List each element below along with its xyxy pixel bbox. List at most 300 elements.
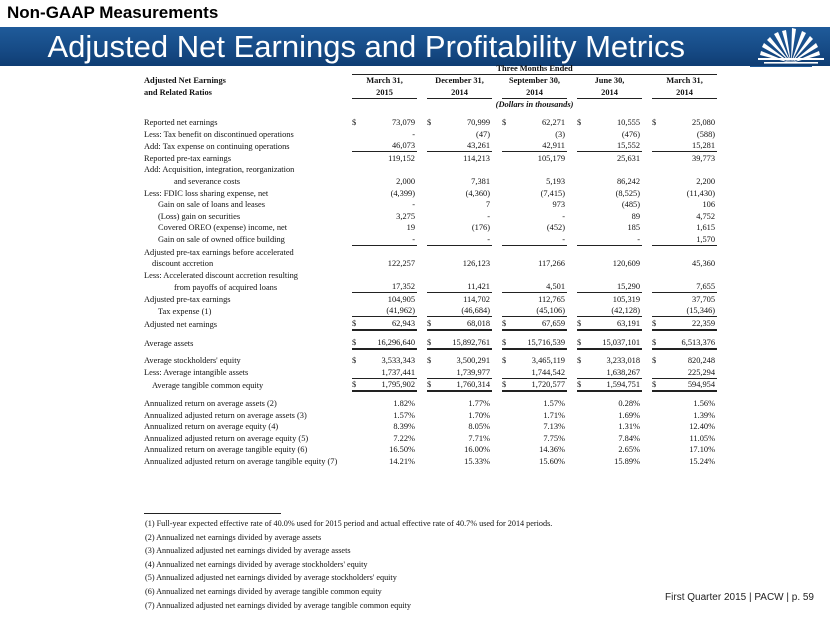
column-gap: [417, 258, 427, 270]
value-cell: -: [436, 233, 492, 245]
column-gap: [417, 210, 427, 222]
column-gap: [417, 152, 427, 164]
value-cell: [361, 245, 417, 257]
column-gap: [567, 245, 577, 257]
page-footer: First Quarter 2015 | PACW | p. 59: [665, 592, 814, 603]
footnote: (2) Annualized net earnings divided by average assets: [145, 532, 322, 542]
column-gap: [642, 164, 652, 176]
dollar-sign: [577, 293, 586, 305]
column-gap: [417, 233, 427, 245]
dollar-sign: [577, 409, 586, 421]
value-cell: 1,760,314: [436, 378, 492, 391]
value-cell: (8,525): [615, 188, 640, 198]
value-cell: 39,773: [692, 153, 716, 163]
column-gap: [417, 74, 427, 86]
value-cell: 1.77%: [468, 399, 490, 409]
value-cell: 0.28%: [618, 399, 640, 409]
dollar-sign: $: [577, 317, 586, 330]
dollar-sign: [427, 269, 436, 281]
column-gap: [417, 199, 427, 211]
value-cell: 8.05%: [468, 422, 490, 432]
value-cell: 15,037,101: [586, 336, 642, 349]
header-blank: [144, 98, 352, 110]
value-cell: [436, 269, 492, 281]
value-cell: 42,911: [511, 140, 567, 152]
value-cell: 1.31%: [618, 422, 640, 432]
column-gap: [492, 86, 502, 98]
row-label: Annualized return on average equity (4): [144, 422, 279, 432]
dollar-sign: [577, 128, 586, 140]
dollar-sign: [502, 281, 511, 293]
column-gap: [492, 444, 502, 456]
table-row: [144, 317, 717, 330]
dollar-sign: [577, 175, 586, 187]
dollar-sign: [652, 175, 661, 187]
column-gap: [492, 233, 502, 245]
value-cell: 15.33%: [464, 457, 490, 466]
value-cell: (15,346): [661, 305, 717, 317]
column-gap: [417, 86, 427, 98]
column-gap: [492, 116, 502, 128]
column-gap: [492, 421, 502, 433]
column-gap: [642, 140, 652, 152]
value-cell: [586, 269, 642, 281]
value-cell: 1.82%: [393, 399, 415, 409]
value-cell: 7,381: [471, 176, 490, 186]
row-label: Adjusted pre-tax earnings: [144, 294, 231, 304]
dollar-sign: [502, 222, 511, 234]
column-gap: [567, 222, 577, 234]
dollar-sign: $: [502, 317, 511, 330]
section-label: Non-GAAP Measurements: [7, 3, 219, 22]
value-cell: 1.57%: [543, 399, 565, 409]
column-gap: [492, 175, 502, 187]
column-gap: [417, 269, 427, 281]
value-cell: 1,737,441: [361, 366, 417, 378]
value-cell: (588): [696, 129, 716, 139]
dollar-sign: $: [427, 378, 436, 391]
page-title: Adjusted Net Earnings and Profitability Metrics: [47, 29, 685, 64]
column-gap: [492, 152, 502, 164]
logo-underline: [750, 66, 812, 67]
dollar-sign: [502, 175, 511, 187]
dollar-sign: [502, 210, 511, 222]
column-gap: [642, 128, 652, 140]
column-gap: [642, 444, 652, 456]
value-cell: [586, 245, 642, 257]
column-gap: [492, 164, 502, 176]
dollar-sign: $: [427, 317, 436, 330]
table-row: [144, 164, 717, 176]
column-gap: [567, 355, 577, 367]
dollar-sign: [652, 210, 661, 222]
table-row: [144, 455, 717, 467]
table-row: [144, 293, 717, 305]
row-label: Add: Acquisition, integration, reorganization: [144, 165, 295, 175]
dollar-sign: [352, 128, 361, 140]
table-row: [144, 222, 717, 234]
dollar-sign: [502, 128, 511, 140]
column-gap: [417, 222, 427, 234]
dollar-sign: [502, 444, 511, 456]
column-gap: [417, 432, 427, 444]
header-row-years: [144, 86, 717, 98]
dollar-sign: $: [502, 356, 507, 366]
value-cell: [436, 245, 492, 257]
column-gap: [642, 222, 652, 234]
dollar-sign: [502, 432, 511, 444]
value-cell: 105,179: [537, 153, 565, 163]
dollar-sign: $: [502, 378, 511, 391]
value-cell: (3): [555, 129, 565, 139]
dollar-sign: [427, 245, 436, 257]
value-cell: 1.71%: [543, 410, 565, 420]
column-gap: [567, 74, 577, 86]
column-gap: [492, 74, 502, 86]
row-label: from payoffs of acquired loans: [174, 282, 278, 292]
value-cell: 6,513,376: [661, 336, 717, 349]
value-cell: 15,290: [586, 281, 642, 293]
table-body: [144, 62, 717, 467]
table-row: [144, 421, 717, 433]
value-cell: [361, 269, 417, 281]
dollar-sign: [577, 397, 586, 409]
footnotes: [145, 517, 552, 612]
value-cell: 11.05%: [689, 433, 716, 443]
value-cell: -: [361, 233, 417, 245]
row-label: Gain on sale of owned office building: [158, 235, 285, 245]
dollar-sign: [352, 397, 361, 409]
column-gap: [642, 397, 652, 409]
value-cell: 7.75%: [543, 433, 565, 443]
dollar-sign: [652, 281, 661, 293]
dollar-sign: $: [352, 356, 357, 366]
dollar-sign: [577, 258, 586, 270]
column-gap: [567, 86, 577, 98]
column-gap: [417, 116, 427, 128]
dollar-sign: $: [652, 317, 661, 330]
table-row: [144, 432, 717, 444]
footnote-rule: [144, 513, 281, 514]
footnote: (4) Annualized net earnings divided by average stockholders' equity: [145, 559, 368, 569]
column-gap: [567, 293, 577, 305]
dollar-sign: [652, 397, 661, 409]
value-cell: 7: [485, 200, 490, 210]
value-cell: 7.71%: [468, 433, 490, 443]
table-row: [144, 397, 717, 409]
row-label: Less: Average intangible assets: [144, 368, 249, 378]
table-row: [144, 269, 717, 281]
value-cell: [361, 164, 417, 176]
table-row: [144, 378, 717, 391]
dollar-sign: [652, 305, 661, 317]
value-cell: [661, 164, 717, 176]
value-cell: 43,261: [436, 140, 492, 152]
dollar-sign: [502, 409, 511, 421]
column-gap: [642, 378, 652, 391]
row-label: Covered OREO (expense) income, net: [158, 223, 288, 233]
value-cell: -: [586, 233, 642, 245]
column-gap: [642, 233, 652, 245]
dollar-sign: [427, 222, 436, 234]
dollar-sign: $: [427, 336, 436, 349]
value-cell: 973: [552, 200, 565, 210]
dollar-sign: [427, 258, 436, 270]
value-cell: 16.00%: [464, 445, 490, 455]
value-cell: [661, 245, 717, 257]
column-gap: [417, 281, 427, 293]
value-cell: [436, 164, 492, 176]
row-label: discount accretion: [152, 259, 214, 269]
column-date-header: June 30,: [594, 76, 625, 86]
value-cell: 15.89%: [614, 457, 640, 466]
row-label: Less: FDIC loss sharing expense, net: [144, 188, 269, 198]
value-cell: 2,200: [696, 176, 716, 186]
dollar-sign: [352, 152, 361, 164]
dollar-sign: [352, 366, 361, 378]
dollar-sign: [502, 269, 511, 281]
dollar-sign: [502, 164, 511, 176]
dollar-sign: [427, 455, 436, 467]
column-year-header: 2014: [502, 86, 567, 98]
value-cell: 114,702: [463, 294, 490, 304]
dollar-sign: [502, 233, 511, 245]
column-gap: [492, 128, 502, 140]
dollar-sign: [652, 222, 661, 234]
row-label: Adjusted pre-tax earnings before accelerated: [144, 247, 294, 257]
dollar-sign: [352, 222, 361, 234]
value-cell: 15,892,761: [436, 336, 492, 349]
value-cell: 1.39%: [693, 410, 716, 420]
table-row: [144, 245, 717, 257]
dollar-sign: $: [352, 317, 361, 330]
dollar-sign: [652, 293, 661, 305]
table-row: [144, 444, 717, 456]
value-cell: 594,954: [661, 378, 717, 391]
dollar-sign: [427, 199, 436, 211]
value-cell: 5,193: [546, 176, 565, 186]
dollar-sign: $: [427, 356, 432, 366]
row-label: Reported net earnings: [144, 117, 218, 127]
dollar-sign: [652, 199, 661, 211]
dollar-sign: [577, 222, 586, 234]
value-cell: 1,615: [696, 223, 716, 233]
value-cell: 3,500,291: [456, 356, 490, 366]
column-gap: [567, 128, 577, 140]
column-gap: [492, 199, 502, 211]
value-cell: 45,360: [692, 259, 716, 269]
value-cell: 1,638,267: [586, 366, 642, 378]
dollar-sign: [427, 175, 436, 187]
column-gap: [642, 116, 652, 128]
dollar-sign: [427, 152, 436, 164]
value-cell: 17.10%: [689, 445, 716, 455]
value-cell: 73,079: [391, 117, 415, 127]
row-label: Adjusted net earnings: [144, 320, 218, 330]
column-gap: [417, 378, 427, 391]
value-cell: 14.36%: [539, 445, 565, 455]
value-cell: 1,795,902: [361, 378, 417, 391]
dollar-sign: $: [427, 117, 432, 127]
column-gap: [492, 455, 502, 467]
column-gap: [492, 336, 502, 349]
column-gap: [642, 317, 652, 330]
column-gap: [642, 336, 652, 349]
column-gap: [492, 281, 502, 293]
column-gap: [642, 187, 652, 199]
dollar-sign: [577, 455, 586, 467]
footnote: (7) Annualized adjusted net earnings divided by average tangible common equity: [145, 600, 412, 610]
value-cell: 4,501: [511, 281, 567, 293]
period-group-header: Three Months Ended: [352, 62, 717, 74]
dollar-sign: [427, 210, 436, 222]
value-cell: 7.13%: [543, 422, 565, 432]
dollar-sign: [352, 175, 361, 187]
title-banner: [0, 27, 830, 66]
column-gap: [417, 293, 427, 305]
value-cell: 114,213: [463, 153, 490, 163]
value-cell: (41,962): [361, 305, 417, 317]
value-cell: [511, 269, 567, 281]
column-gap: [417, 444, 427, 456]
value-cell: 1,570: [661, 233, 717, 245]
column-gap: [417, 164, 427, 176]
column-gap: [642, 355, 652, 367]
column-gap: [417, 187, 427, 199]
column-gap: [567, 305, 577, 317]
value-cell: -: [412, 129, 415, 139]
dollar-sign: [652, 455, 661, 467]
column-gap: [567, 187, 577, 199]
column-gap: [492, 210, 502, 222]
value-cell: 15,552: [586, 140, 642, 152]
column-gap: [567, 366, 577, 378]
header-row-period: [144, 62, 717, 74]
dollar-sign: [352, 140, 361, 152]
value-cell: 67,659: [511, 317, 567, 330]
column-gap: [567, 432, 577, 444]
column-gap: [567, 336, 577, 349]
dollar-sign: [352, 432, 361, 444]
dollar-sign: [652, 366, 661, 378]
column-gap: [492, 317, 502, 330]
dollar-sign: [352, 281, 361, 293]
dollar-sign: [652, 444, 661, 456]
table-row: [144, 187, 717, 199]
column-gap: [567, 397, 577, 409]
value-cell: 185: [627, 223, 640, 233]
dollar-sign: [352, 199, 361, 211]
dollar-sign: [577, 164, 586, 176]
dollar-sign: [352, 210, 361, 222]
column-gap: [567, 421, 577, 433]
dollar-sign: [652, 233, 661, 245]
value-cell: 19: [406, 223, 415, 233]
column-gap: [567, 455, 577, 467]
dollar-sign: [577, 281, 586, 293]
value-cell: 1,594,751: [586, 378, 642, 391]
table-row: [144, 366, 717, 378]
value-cell: 16.50%: [389, 445, 415, 455]
column-date-header: September 30,: [508, 76, 561, 86]
table-row: [144, 199, 717, 211]
value-cell: (46,684): [436, 305, 492, 317]
column-date-header: December 31,: [435, 76, 484, 86]
dollar-sign: [577, 233, 586, 245]
dollar-sign: $: [652, 117, 657, 127]
dollar-sign: [427, 281, 436, 293]
table-row: [144, 233, 717, 245]
column-gap: [642, 258, 652, 270]
value-cell: 25,080: [692, 117, 716, 127]
column-gap: [492, 355, 502, 367]
footnote: (3) Annualized adjusted net earnings divided by average assets: [145, 546, 351, 556]
dollar-sign: [502, 245, 511, 257]
header-row-dates: [144, 74, 717, 86]
dollar-sign: [502, 140, 511, 152]
dollar-sign: [652, 187, 661, 199]
value-cell: 126,123: [462, 259, 490, 269]
table-row: [144, 409, 717, 421]
row-label: Annualized adjusted return on average assets (3): [144, 410, 307, 420]
dollar-sign: [502, 258, 511, 270]
value-cell: 1.70%: [468, 410, 490, 420]
value-cell: 89: [631, 211, 640, 221]
column-gap: [642, 199, 652, 211]
row-label: Less: Tax benefit on discontinued operations: [144, 129, 294, 139]
dollar-sign: [502, 305, 511, 317]
column-gap: [567, 409, 577, 421]
dollar-sign: [352, 269, 361, 281]
column-gap: [567, 317, 577, 330]
dollar-sign: [502, 421, 511, 433]
table-row: [144, 281, 717, 293]
column-year-header: 2014: [577, 86, 642, 98]
column-gap: [567, 444, 577, 456]
value-cell: -: [412, 200, 415, 210]
value-cell: 4,752: [696, 211, 716, 221]
dollar-sign: $: [652, 356, 657, 366]
sunburst-logo-icon: [752, 27, 830, 66]
dollar-sign: [502, 366, 511, 378]
value-cell: 16,296,640: [361, 336, 417, 349]
dollar-sign: [652, 421, 661, 433]
value-cell: (4,360): [465, 188, 490, 198]
table-row: [144, 210, 717, 222]
dollar-sign: $: [577, 356, 582, 366]
dollar-sign: [352, 455, 361, 467]
dollar-sign: [352, 421, 361, 433]
dollar-sign: [652, 245, 661, 257]
value-cell: 104,905: [387, 294, 415, 304]
value-cell: 14.21%: [389, 457, 415, 466]
column-gap: [567, 164, 577, 176]
value-cell: 8.39%: [393, 422, 415, 432]
column-gap: [567, 281, 577, 293]
row-label-header: Adjusted Net Earnings: [144, 76, 226, 86]
row-label: Annualized adjusted return on average equity (5): [144, 433, 309, 443]
value-cell: 820,248: [687, 356, 716, 366]
value-cell: 119,152: [388, 153, 415, 163]
dollar-sign: [427, 366, 436, 378]
footnote: (1) Full-year expected effective rate of 40.0% used for 2015 period and actual effective rate of 40.7% used for 2014 periods.: [145, 519, 553, 528]
column-year-header: 2014: [427, 86, 492, 98]
adjusted-earnings-table: [144, 62, 717, 467]
column-gap: [642, 366, 652, 378]
column-gap: [417, 245, 427, 257]
column-gap: [417, 317, 427, 330]
column-gap: [492, 293, 502, 305]
